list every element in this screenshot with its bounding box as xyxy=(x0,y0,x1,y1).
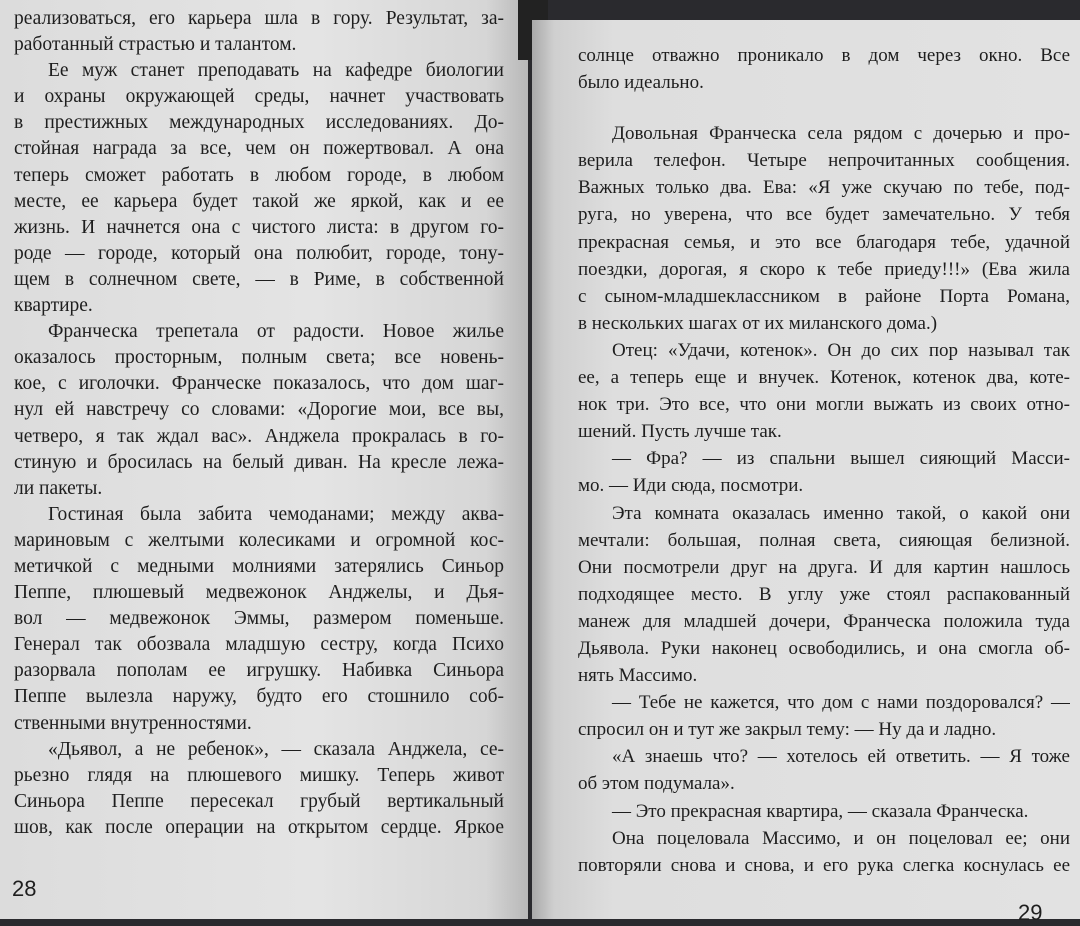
text-line: прекрасная семья, и это все благодаря тебе, удачной xyxy=(578,231,1070,253)
text-line: роде — городе, который она полюбит, городе, тону- xyxy=(14,242,504,264)
text-line: Франческа трепетала от радости. Новое жилье xyxy=(48,321,504,343)
paragraph xyxy=(578,500,1070,690)
paragraph xyxy=(578,798,1070,825)
text-line: Они посмотрели друг на друга. И для картин нашлось xyxy=(578,556,1070,578)
text-line: — Фра? — из спальни вышел сияющий Масси- xyxy=(612,448,1070,470)
text-line: Генерал так обозвала младшую сестру, когда Психо xyxy=(14,634,504,656)
paragraph xyxy=(578,743,1070,797)
paragraph xyxy=(578,42,1070,96)
text-line: кое, с иголочки. Франческе показалось, что дом шаг- xyxy=(14,373,504,395)
text-line: оказалось просторным, полным света; все новень- xyxy=(14,347,504,369)
text-line: Ее муж станет преподавать на кафедре биологии xyxy=(48,60,504,82)
text-line: стиную и бросилась на белый диван. На кресле лежа- xyxy=(14,451,504,473)
text-line: в нескольких шагах от их миланского дома.) xyxy=(578,312,938,334)
text-line: рьезно глядя на плюшевого мишку. Теперь живот xyxy=(14,764,504,786)
text-line: вол — медвежонок Эммы, размером поменьше. xyxy=(14,608,504,630)
text-line: — Это прекрасная квартира, — сказала Франческа. xyxy=(612,800,1029,822)
paragraph xyxy=(14,502,504,737)
paragraph xyxy=(578,825,1070,879)
text-line: «А знаешь что? — хотелось ей ответить. — Я тоже xyxy=(612,746,1070,768)
text-line: жизнь. И начнется она с чистого листа: в другом го- xyxy=(14,216,504,238)
text-line: спросил он и тут же закрыл тему: — Ну да и ладно. xyxy=(578,719,997,741)
text-line: четверо, я так ждал вас». Анджела прокралась в го- xyxy=(14,425,504,447)
left-page xyxy=(0,0,528,919)
text-line: реализоваться, его карьера шла в гору. Результат, за- xyxy=(14,8,504,29)
text-line: верила телефон. Четыре непрочитанных сообщения. xyxy=(578,150,1070,172)
text-line: нять Массимо. xyxy=(578,665,698,687)
paragraph xyxy=(578,445,1070,499)
text-line: Довольная Франческа села рядом с дочерью и про- xyxy=(612,123,1070,145)
text-line: мечтали: большая, полная света, сияющая белизной. xyxy=(578,529,1070,551)
paragraph xyxy=(578,337,1070,445)
text-line: ли пакеты. xyxy=(14,477,103,499)
text-line: манеж для младшей дочери, Франческа положила туда xyxy=(578,610,1070,632)
page-number: 29 xyxy=(1018,900,1043,925)
text-line: подходящее место. В углу уже стоял распакованный xyxy=(578,583,1070,605)
paragraph xyxy=(14,737,504,841)
right-page xyxy=(532,20,1080,925)
text-line: работанный страстью и талантом. xyxy=(14,34,297,56)
text-line: Гостиная была забита чемоданами; между аква- xyxy=(48,503,504,525)
text-line: теперь сможет работать в любом городе, в любом xyxy=(14,164,504,186)
text-line: квартире. xyxy=(14,295,93,317)
text-line: Эта комната оказалась именно такой, о какой они xyxy=(612,502,1070,524)
text-line: Синьора Пеппе пересекал грубый вертикальный xyxy=(14,790,504,812)
paragraph xyxy=(14,58,504,319)
text-line: — Тебе не кажется, что дом с нами поздоровался? — xyxy=(612,692,1070,714)
text-line: солнце отважно проникало в дом через окно. Все xyxy=(578,45,1070,66)
text-line: «Дьявол, а не ребенок», — сказала Анджела, се- xyxy=(48,738,504,760)
text-line: об этом подумала». xyxy=(578,773,735,795)
text-line: разорвала пополам ее игрушку. Набивка Синьора xyxy=(14,660,504,682)
text-line: месте, ее карьера будет такой же яркой, как и ее xyxy=(14,190,504,212)
text-line: ее, а теперь еще и внучек. Котенок, котенок два, коте- xyxy=(578,367,1070,389)
text-line: Важных только два. Ева: «Я уже скучаю по тебе, под- xyxy=(578,177,1070,199)
text-line: шов, как после операции на открытом сердце. Яркое xyxy=(14,816,504,838)
text-line: шений. Пусть лучше так. xyxy=(578,421,782,443)
right-page-text xyxy=(578,42,1070,879)
paragraph xyxy=(578,120,1070,337)
text-line: нок три. Это все, что они могли выжать из своих отно- xyxy=(578,394,1070,416)
text-line: руга, но уверена, что все будет замечательно. У тебя xyxy=(578,204,1070,226)
text-line: метичкой с медными молниями затерялись Синьор xyxy=(14,555,504,577)
text-line: повторяли снова и снова, и его рука слегка коснулась ее xyxy=(578,854,1070,876)
paragraph-gap xyxy=(578,96,1070,120)
page-number: 28 xyxy=(12,876,37,901)
text-line: Пеппе вылезла наружу, будто его стошнило соб- xyxy=(14,686,504,708)
text-line: нул ей навстречу со словами: «Дорогие мои, все вы, xyxy=(14,399,504,421)
left-page-text xyxy=(14,6,504,841)
text-line: стойная награда за все, чем он пожертвовал. А она xyxy=(14,138,504,160)
paragraph xyxy=(578,689,1070,743)
text-line: было идеально. xyxy=(578,72,704,94)
text-line: щем в солнечном свете, — в Риме, в собственной xyxy=(14,268,504,290)
text-line: поездки, дорогая, я скоро к тебе приеду!!!» (Ева жила xyxy=(578,258,1070,280)
text-line: мариновым с желтыми колесиками и огромной кос- xyxy=(14,529,504,551)
text-line: с сыном-младшеклассником в районе Порта Романа, xyxy=(578,285,1070,307)
text-line: и охраны окружающей среды, начнет участвовать xyxy=(14,86,504,108)
text-line: мо. — Иди сюда, посмотри. xyxy=(578,475,804,497)
text-line: ственными внутренностями. xyxy=(14,712,252,734)
text-line: Она поцеловала Массимо, и он поцеловал ее; они xyxy=(612,827,1070,849)
text-line: Пеппе, плюшевый медвежонок Анджелы, и Дья- xyxy=(14,582,504,604)
text-line: Отец: «Удачи, котенок». Он до сих пор называл так xyxy=(612,339,1070,361)
text-line: Дьявола. Руки наконец освободились, и она смогла об- xyxy=(578,637,1070,659)
paragraph xyxy=(14,319,504,502)
text-line: в престижных международных исследованиях. До- xyxy=(14,112,504,134)
paragraph xyxy=(14,6,504,58)
